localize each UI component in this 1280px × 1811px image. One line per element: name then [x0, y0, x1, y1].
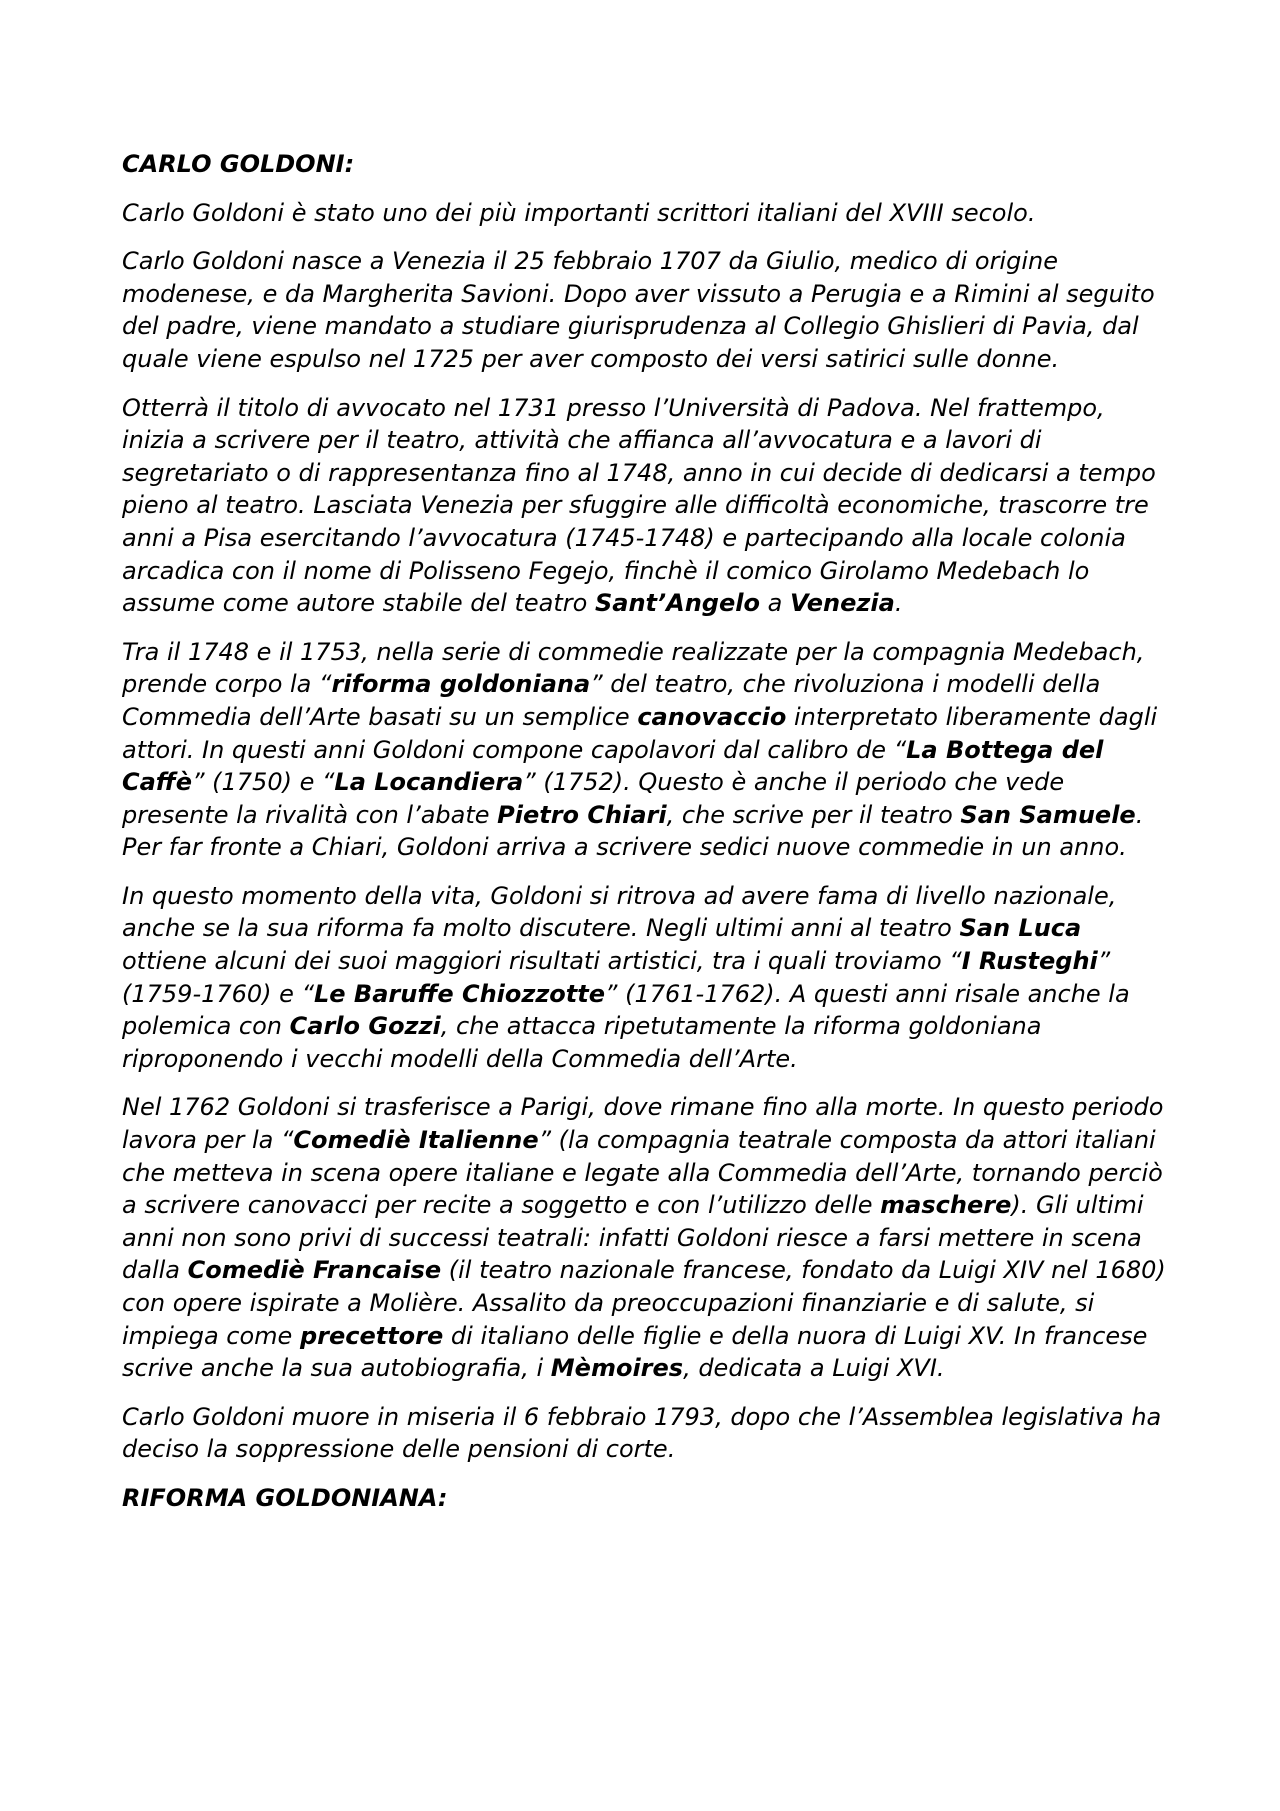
text-run: Tra il 1748 e il 1753, nella serie di commedie realizzate per la compagnia Medebach, prende corpo la “ [122, 637, 1145, 699]
bold-term: Le Baruffe Chiozzotte [314, 979, 606, 1008]
bold-term: La Locandiera [334, 768, 524, 797]
text-run: ” del teatro, che rivoluziona i modelli della Commedia dell’Arte basati su un semplice [122, 670, 1101, 731]
paragraph-intro: Carlo Goldoni è stato uno dei più importanti scrittori italiani del XVIII secolo. [122, 198, 1036, 227]
paragraph-career [122, 392, 1172, 620]
paragraph-fame [122, 880, 1172, 1076]
bold-term: Sant’Angelo [594, 589, 760, 618]
bold-term: canovaccio [637, 702, 787, 731]
text-run: Nel 1762 Goldoni si trasferisce a Parigi, dove rimane fino alla morte. In questo periodo lavora per la “ [122, 1093, 1164, 1155]
bold-term: Venezia [789, 589, 895, 618]
text-run: a [759, 589, 790, 618]
text-run: ” (1750) e “ [192, 768, 335, 797]
bold-term: Pietro Chiari [497, 800, 667, 829]
text-run: , che scrive per il teatro [666, 800, 961, 829]
bold-term: I Rusteghi [961, 947, 1098, 976]
paragraph-paris [122, 1091, 1172, 1384]
text-run: . [894, 589, 903, 618]
text-run: ). Gli ultimi anni non sono privi di successi teatrali: infatti Goldoni riesce a farsi mettere in scena dalla [122, 1191, 1144, 1285]
text-run: In questo momento della vita, Goldoni si ritrova ad avere fama di livello nazionale, anche se la sua riforma fa molto discutere. Negli ultimi anni al teatro [122, 881, 1117, 943]
paragraph-birth: Carlo Goldoni nasce a Venezia il 25 febbraio 1707 da Giulio, medico di origine modenese, e da Margherita Savioni. Dopo aver vissuto a Perugia e a Rimini al seguito del padre, viene mandato a studiare giurisprudenza al Collegio Ghislieri di Pavia, dal quale viene espulso nel 1725 per aver composto dei versi satirici sulle donne. [122, 247, 1155, 373]
bold-term: La Bottega del Caffè [122, 735, 1104, 797]
bold-term: maschere [880, 1191, 1012, 1220]
text-run: interpretato liberamente dagli attori. In questi anni Goldoni compone capolavori dal calibro de “ [122, 702, 1158, 764]
section-heading-carlo-goldoni: CARLO GOLDONI: [122, 150, 355, 178]
text-run: , che attacca ripetutamente la riforma goldoniana riproponendo i vecchi modelli della Commedia dell’Arte. [122, 1012, 1042, 1073]
section-heading-riforma-goldoniana: RIFORMA GOLDONIANA: [122, 1483, 448, 1512]
bold-term: San Luca [959, 914, 1082, 943]
text-run: ottiene alcuni dei suoi maggiori risultati artistici, tra i quali troviamo “ [122, 947, 962, 976]
bold-term: Comediè Italienne [293, 1126, 539, 1155]
text-run: ” (la compagnia teatrale composta da attori italiani che metteva in scena opere italiane e legate alla Commedia dell’Arte, tornando perciò a scrivere canovacci per recite a soggetto e con l’utilizzo delle [122, 1126, 1163, 1220]
paragraph-reform [122, 636, 1172, 864]
bold-term: Mèmoires [550, 1354, 684, 1383]
bold-term: San Samuele [960, 800, 1136, 829]
text-run: (il teatro nazionale francese, fondato da Luigi XIV nel 1680) con opere ispirate a Molière. Assalito da preoccupazioni finanziarie e di salute, si impiega come [122, 1256, 1166, 1350]
text-run: ” (1761-1762). A questi anni risale anche la polemica con [122, 979, 1130, 1041]
paragraph-death: Carlo Goldoni muore in miseria il 6 febbraio 1793, dopo che l’Assemblea legislativa ha deciso la soppressione delle pensioni di corte. [122, 1402, 1162, 1464]
text-run: di italiano delle figlie e della nuora di Luigi XV. In francese scrive anche la sua autobiografia, i [122, 1321, 1148, 1383]
text-run: Otterrà il titolo di avvocato nel 1731 presso l’Università di Padova. Nel frattempo, inizia a scrivere per il teatro, attività che affianca all’avvocatura e a lavori di segretariato o di rappresentanza fino al 1748, anno in cui decide di dedicarsi a tempo pieno al teatro. Lasciata Venezia per sfuggire alle difficoltà economiche, trascorre tre anni a Pisa esercitando l’avvocatura (1745-1748) e partecipando alla locale colonia arcadica con il nome di Polisseno Fegejo, finchè il comico Girolamo Medebach lo assume come autore stabile del teatro [122, 393, 1156, 618]
document-page [122, 148, 1172, 1531]
bold-term: precettore [299, 1321, 444, 1350]
text-run: , dedicata a Luigi XVI. [683, 1354, 945, 1383]
text-run: . Per far fronte a Chiari, Goldoni arriva a scrivere sedici nuove commedie in un anno. [122, 800, 1144, 862]
bold-term: Comediè Francaise [187, 1256, 442, 1285]
text-run: ” (1759-1760) e “ [122, 947, 1111, 1008]
bold-term: riforma goldoniana [331, 670, 591, 699]
bold-term: Carlo Gozzi [289, 1012, 441, 1041]
text-run: ” (1752). Questo è anche il periodo che vede presente la rivalità con l’abate [122, 768, 1065, 829]
